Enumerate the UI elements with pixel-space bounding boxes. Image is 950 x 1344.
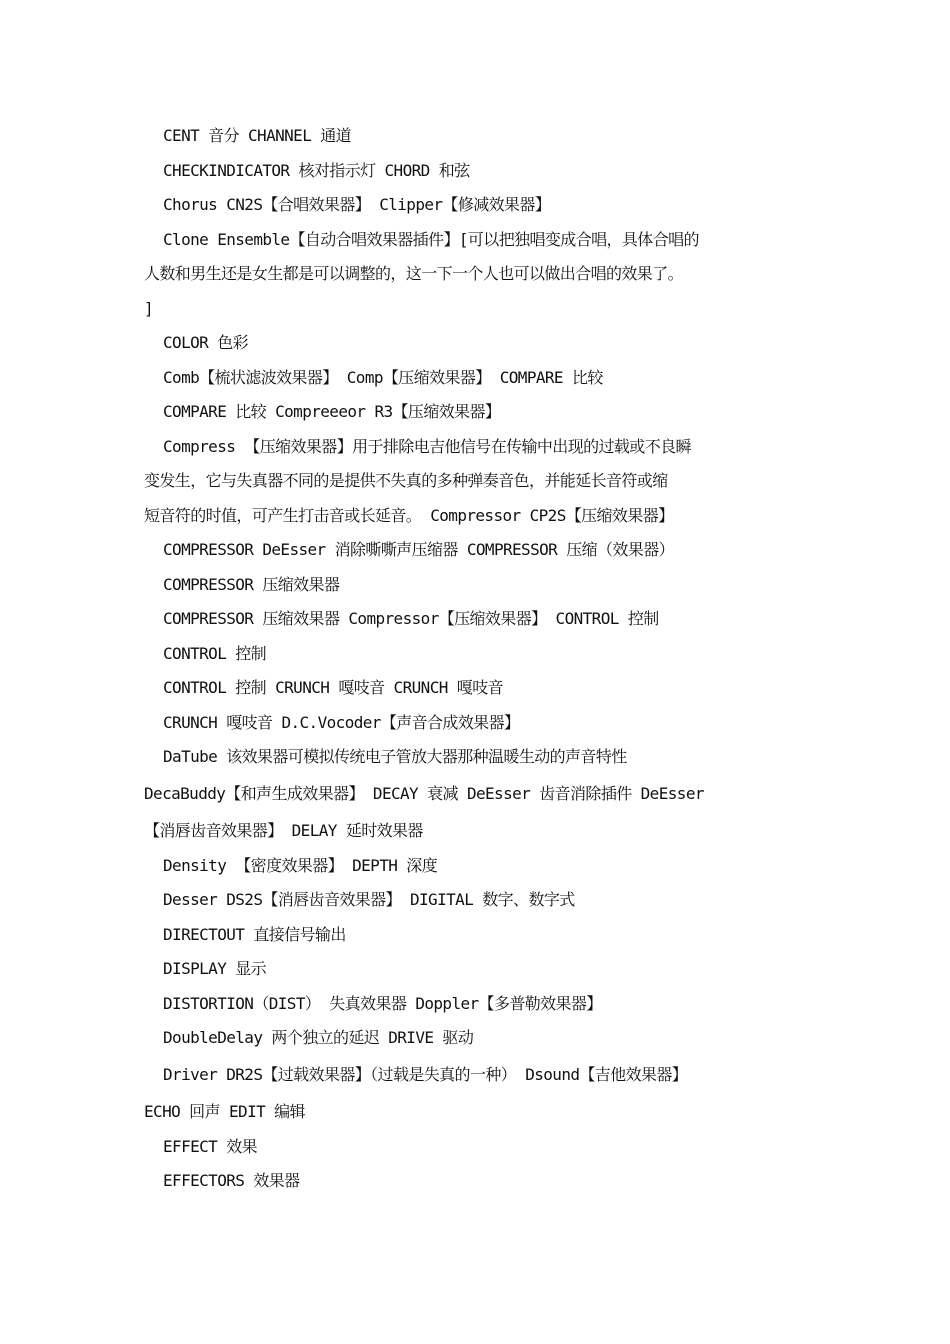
text-line: DISPLAY 显示 bbox=[163, 959, 267, 978]
text-line: COMPARE 比较 Compreeeor R3【压缩效果器】 bbox=[163, 402, 501, 421]
text-line: DISTORTION（DIST） 失真效果器 Doppler【多普勒效果器】 bbox=[163, 993, 602, 1013]
text-line: COMPRESSOR 压缩效果器 bbox=[163, 574, 340, 594]
text-line: EFFECTORS 效果器 bbox=[163, 1171, 300, 1190]
document-body bbox=[144, 119, 812, 1199]
text-line: 变发生，它与失真器不同的是提供不失真的多种弹奏音色，并能延长音符或缩 bbox=[144, 471, 668, 490]
text-line: ECHO 回声 EDIT 编辑 bbox=[144, 1101, 305, 1121]
text-line: 【消唇齿音效果器】 DELAY 延时效果器 bbox=[144, 820, 423, 840]
text-line: DaTube 该效果器可模拟传统电子管放大器那种温暖生动的声音特性 bbox=[163, 747, 627, 766]
text-line: COMPRESSOR 压缩效果器 Compressor【压缩效果器】 CONTROL 控制 bbox=[163, 609, 659, 628]
text-line: DecaBuddy【和声生成效果器】 DECAY 衰减 DeEsser 齿音消除插件 DeEsser bbox=[144, 783, 704, 803]
text-line: 短音符的时值，可产生打击音或长延音。 Compressor CP2S【压缩效果器】 bbox=[144, 505, 674, 525]
text-line: Density 【密度效果器】 DEPTH 深度 bbox=[163, 855, 438, 875]
text-line: CONTROL 控制 bbox=[163, 643, 267, 663]
text-line: ] bbox=[144, 298, 154, 318]
text-line: Chorus CN2S【合唱效果器】 Clipper【修减效果器】 bbox=[163, 195, 551, 214]
text-line: CENT 音分 CHANNEL 通道 bbox=[163, 126, 352, 145]
text-line: 人数和男生还是女生都是可以调整的，这一下一个人也可以做出合唱的效果了。 bbox=[144, 264, 684, 283]
text-line: COLOR 色彩 bbox=[163, 333, 248, 352]
text-line: Driver DR2S【过载效果器】（过载是失真的一种） Dsound【吉他效果器】 bbox=[163, 1064, 688, 1084]
text-line: Compress 【压缩效果器】用于排除电吉他信号在传输中出现的过载或不良瞬 bbox=[163, 436, 691, 456]
text-line: Desser DS2S【消唇齿音效果器】 DIGITAL 数字、数字式 bbox=[163, 890, 575, 909]
text-line: EFFECT 效果 bbox=[163, 1136, 258, 1156]
text-line: CRUNCH 嘎吱音 D.C.Vocoder【声音合成效果器】 bbox=[163, 712, 520, 732]
text-line: DoubleDelay 两个独立的延迟 DRIVE 驱动 bbox=[163, 1028, 474, 1047]
text-line: DIRECTOUT 直接信号输出 bbox=[163, 924, 346, 944]
text-line: Clone Ensemble【自动合唱效果器插件】[可以把独唱变成合唱，具体合唱的 bbox=[163, 229, 699, 249]
text-line: CONTROL 控制 CRUNCH 嘎吱音 CRUNCH 嘎吱音 bbox=[163, 678, 503, 697]
text-line: CHECKINDICATOR 核对指示灯 CHORD 和弦 bbox=[163, 160, 470, 180]
text-line: Comb【梳状滤波效果器】 Comp【压缩效果器】 COMPARE 比较 bbox=[163, 367, 603, 387]
text-line: COMPRESSOR DeEsser 消除嘶嘶声压缩器 COMPRESSOR 压缩（效果器） bbox=[163, 540, 675, 559]
